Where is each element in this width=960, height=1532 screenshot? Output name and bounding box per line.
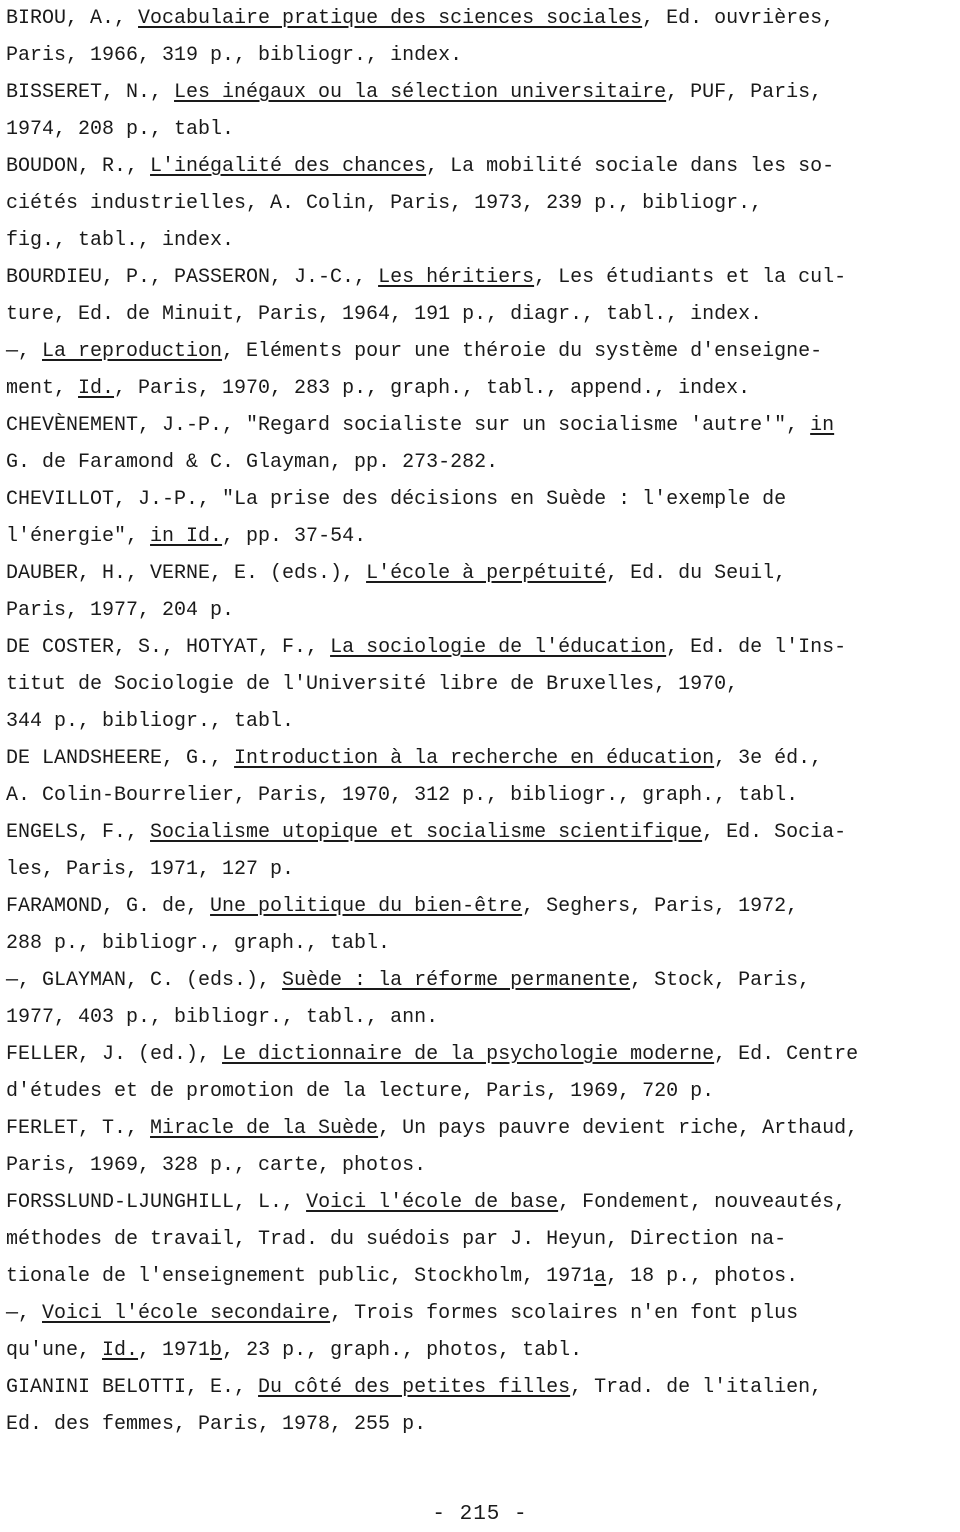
entry-continuation: 288 p., bibliogr., graph., tabl.	[6, 932, 391, 955]
entry-author: CHEVILLOT, J.-P.,	[6, 488, 223, 511]
bibliography-entry	[6, 814, 906, 888]
in-reference: in	[810, 414, 835, 437]
entry-continuation-text: , 18 p., photos.	[606, 1265, 799, 1288]
entry-details: , Ed. Socia-	[702, 821, 847, 844]
entry-details: , Ed. Centre	[714, 1043, 859, 1066]
entry-details: , Seghers, Paris, 1972,	[522, 895, 799, 918]
entry-continuation-text: , 1971	[138, 1339, 211, 1362]
bibliography-entry	[6, 740, 906, 814]
entry-title: Les héritiers	[378, 266, 535, 289]
entry-continuation	[6, 518, 906, 555]
bibliography-entry	[6, 629, 906, 740]
entry-author: DAUBER, H., VERNE, E. (eds.),	[6, 562, 367, 585]
entry-details: , Stock, Paris,	[630, 969, 811, 992]
bibliography-entry	[6, 1110, 906, 1184]
entry-author: —, GLAYMAN, C. (eds.),	[6, 969, 283, 992]
entry-author: FORSSLUND-LJUNGHILL, L.,	[6, 1191, 307, 1214]
year-suffix: b	[210, 1339, 223, 1362]
entry-author: CHEVÈNEMENT, J.-P.,	[6, 414, 247, 437]
entry-continuation	[6, 1332, 906, 1369]
entry-details: , Un pays pauvre devient riche, Arthaud,	[378, 1117, 859, 1140]
entry-continuation-text: , pp. 37-54.	[222, 525, 367, 548]
entry-title: Les inégaux ou la sélection universitaire	[174, 81, 667, 104]
entry-author: GIANINI BELOTTI, E.,	[6, 1376, 259, 1399]
entry-continuation: A. Colin-Bourrelier, Paris, 1970, 312 p., bibliogr., graph., tabl.	[6, 784, 799, 807]
ibid-reference: Id.	[78, 377, 115, 400]
entry-continuation: Paris, 1969, 328 p., carte, photos.	[6, 1154, 427, 1177]
bibliography-entry	[6, 259, 906, 333]
entry-continuation: Ed. des femmes, Paris, 1978, 255 p.	[6, 1413, 427, 1436]
entry-title: Le dictionnaire de la psychologie moderne	[222, 1043, 715, 1066]
entry-continuation: Paris, 1966, 319 p., bibliogr., index.	[6, 44, 463, 67]
ibid-reference: Id.	[102, 1339, 139, 1362]
entry-title: Du côté des petites filles	[258, 1376, 571, 1399]
bibliography-entry	[6, 407, 906, 481]
entry-continuation: 1974, 208 p., tabl.	[6, 118, 235, 141]
entry-author: DE LANDSHEERE, G.,	[6, 747, 235, 770]
entry-title: Miracle de la Suède	[150, 1117, 379, 1140]
entry-author: BOUDON, R.,	[6, 155, 151, 178]
entry-author: DE COSTER, S., HOTYAT, F.,	[6, 636, 331, 659]
bibliography-entry	[6, 1295, 906, 1369]
entry-details: , Trois formes scolaires n'en font plus	[330, 1302, 799, 1325]
entry-author: ENGELS, F.,	[6, 821, 151, 844]
entry-details: , Les étudiants et la cul-	[534, 266, 847, 289]
entry-continuation-text: l'énergie",	[6, 525, 151, 548]
entry-continuation: titut de Sociologie de l'Université libre de Bruxelles, 1970,	[6, 673, 739, 696]
page-number: - 215 -	[432, 1503, 528, 1526]
entry-continuation-text: , 23 p., graph., photos, tabl.	[222, 1339, 583, 1362]
entry-title: L'école à perpétuité	[366, 562, 607, 585]
bibliography-entry	[6, 1369, 906, 1443]
entry-details: "La prise des décisions en Suède : l'exemple de	[222, 488, 787, 511]
in-reference: in Id.	[150, 525, 223, 548]
entry-details: , Eléments pour une théroie du système d'enseigne-	[222, 340, 823, 363]
entry-continuation: Paris, 1977, 204 p.	[6, 599, 235, 622]
entry-title: L'inégalité des chances	[150, 155, 427, 178]
entry-continuation: 344 p., bibliogr., tabl.	[6, 710, 295, 733]
entry-details: , 3e éd.,	[714, 747, 823, 770]
entry-author: —,	[6, 340, 43, 363]
entry-details: , La mobilité sociale dans les so-	[426, 155, 835, 178]
entry-continuation-text: tionale de l'enseignement public, Stockholm, 1971	[6, 1265, 595, 1288]
entry-details: , Ed. du Seuil,	[606, 562, 787, 585]
entry-continuation: d'études et de promotion de la lecture, Paris, 1969, 720 p.	[6, 1080, 715, 1103]
entry-continuation: fig., tabl., index.	[6, 229, 235, 252]
bibliography-entry	[6, 888, 906, 962]
entry-details: , Ed. de l'Ins-	[666, 636, 847, 659]
entry-author: —,	[6, 1302, 43, 1325]
entry-continuation-text: qu'une,	[6, 1339, 103, 1362]
entry-continuation: les, Paris, 1971, 127 p.	[6, 858, 295, 881]
bibliography-entry	[6, 0, 906, 74]
bibliography-entry	[6, 1036, 906, 1110]
bibliography-list	[6, 0, 906, 1443]
entry-continuation: méthodes de travail, Trad. du suédois par J. Heyun, Direction na-	[6, 1228, 787, 1251]
entry-details: "Regard socialiste sur un socialisme 'autre'",	[246, 414, 811, 437]
entry-title: La reproduction	[42, 340, 223, 363]
entry-continuation-text: ment,	[6, 377, 79, 400]
entry-title: Voici l'école de base	[306, 1191, 559, 1214]
entry-continuation: G. de Faramond & C. Glayman, pp. 273-282.	[6, 451, 499, 474]
bibliography-entry	[6, 1184, 906, 1295]
entry-continuation	[6, 1258, 906, 1295]
entry-continuation: ciétés industrielles, A. Colin, Paris, 1973, 239 p., bibliogr.,	[6, 192, 763, 215]
entry-details: , Trad. de l'italien,	[570, 1376, 823, 1399]
entry-author: FELLER, J. (ed.),	[6, 1043, 223, 1066]
entry-title: Suède : la réforme permanente	[282, 969, 631, 992]
entry-continuation-text: , Paris, 1970, 283 p., graph., tabl., append., index.	[114, 377, 751, 400]
bibliography-entry	[6, 481, 906, 555]
entry-author: FERLET, T.,	[6, 1117, 151, 1140]
entry-continuation	[6, 370, 906, 407]
entry-title: Vocabulaire pratique des sciences sociales	[138, 7, 643, 30]
bibliography-entry	[6, 555, 906, 629]
entry-details: , PUF, Paris,	[666, 81, 823, 104]
entry-title: Une politique du bien-être	[210, 895, 523, 918]
entry-author: BIROU, A.,	[6, 7, 139, 30]
entry-continuation: 1977, 403 p., bibliogr., tabl., ann.	[6, 1006, 439, 1029]
year-suffix: a	[594, 1265, 607, 1288]
entry-continuation: ture, Ed. de Minuit, Paris, 1964, 191 p., diagr., tabl., index.	[6, 303, 763, 326]
bibliography-entry	[6, 333, 906, 407]
bibliography-entry	[6, 74, 906, 148]
bibliography-entry	[6, 148, 906, 259]
entry-title: Introduction à la recherche en éducation	[234, 747, 715, 770]
entry-title: Socialisme utopique et socialisme scientifique	[150, 821, 703, 844]
entry-title: La sociologie de l'éducation	[330, 636, 667, 659]
entry-title: Voici l'école secondaire	[42, 1302, 331, 1325]
entry-author: BOURDIEU, P., PASSERON, J.-C.,	[6, 266, 379, 289]
entry-author: FARAMOND, G. de,	[6, 895, 211, 918]
entry-details: , Ed. ouvrières,	[642, 7, 835, 30]
entry-author: BISSERET, N.,	[6, 81, 175, 104]
bibliography-entry	[6, 962, 906, 1036]
entry-details: , Fondement, nouveautés,	[558, 1191, 847, 1214]
